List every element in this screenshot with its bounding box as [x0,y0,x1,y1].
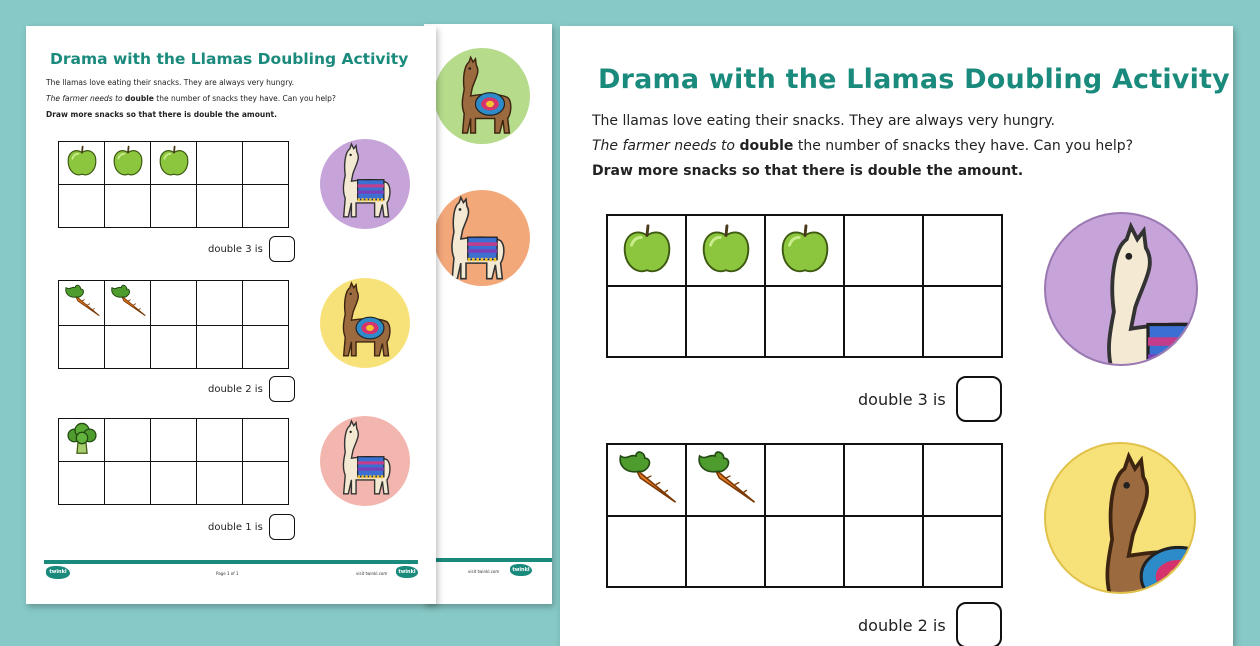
twinkl-logo-icon: twinkl [510,564,532,576]
frame-cell-empty[interactable] [923,215,1002,286]
frame-cell-empty[interactable] [686,516,765,587]
llama-icon [320,278,410,368]
frame-cell-empty[interactable] [151,281,197,326]
frame-cell-empty[interactable] [923,444,1002,516]
frame-cell-empty[interactable] [923,516,1002,587]
llama-icon [320,416,410,506]
purple-llama-circle [1044,212,1198,366]
frame-cell-empty[interactable] [197,462,243,505]
frame-cell-empty[interactable] [243,462,289,505]
apple-icon [110,143,146,179]
frame-cell-empty[interactable] [844,516,923,587]
llama-icon [1046,214,1196,364]
apple-icon [697,220,755,278]
frame-cell-filled [105,281,151,326]
intro-text: The llamas love eating their snacks. They are always very hungry. [46,78,295,87]
instruction-text: Draw more snacks so that there is double the amount. [592,163,1024,179]
intro-text: The llamas love eating their snacks. They are always very hungry. [592,113,1055,129]
answer-row-1 [208,236,295,262]
answer-label: double 3 is [208,243,263,255]
back-green-llama-circle [434,48,530,144]
instruction-text: Draw more snacks so that there is double the amount. [46,110,277,119]
frame-cell-empty[interactable] [197,185,243,228]
frame-cell-filled [59,281,105,326]
frame-cell-empty[interactable] [686,286,765,357]
apple-icon [156,143,192,179]
twinkl-logo-icon: twinkl [46,566,70,579]
answer-row-2 [858,602,1002,646]
answer-label: double 2 is [858,615,946,635]
llama-icon [434,190,530,286]
answer-row-1 [858,376,1002,422]
frame-cell-empty[interactable] [243,185,289,228]
frame-cell-empty[interactable] [765,516,844,587]
back-worksheet-page [424,24,552,604]
ten-frame-apples [58,141,289,228]
farmer-text: The farmer needs to double the number of snacks they have. Can you help? [592,138,1134,154]
frame-cell-empty[interactable] [844,286,923,357]
frame-cell-empty[interactable] [59,462,105,505]
ten-frame-apples [606,214,1003,358]
carrot-icon [62,281,102,321]
purple-llama-circle [320,139,410,229]
frame-cell-filled [59,419,105,462]
frame-cell-filled [686,215,765,286]
frame-cell-filled [686,444,765,516]
answer-label: double 3 is [858,389,946,409]
answer-box[interactable] [269,514,295,540]
ten-frame-broccoli [58,418,289,505]
frame-cell-empty[interactable] [243,281,289,326]
worksheet-page-large [560,26,1233,646]
frame-cell-filled [607,215,686,286]
frame-cell-empty[interactable] [765,444,844,516]
frame-cell-empty[interactable] [844,444,923,516]
answer-box[interactable] [269,376,295,402]
frame-cell-empty[interactable] [105,185,151,228]
answer-box[interactable] [269,236,295,262]
frame-cell-filled [151,142,197,185]
carrot-icon [108,281,148,321]
frame-cell-empty[interactable] [243,142,289,185]
page-title: Drama with the Llamas Doubling Activity [598,64,1230,95]
llama-icon [320,139,410,229]
twinkl-logo-icon: twinkl [396,566,418,578]
footer-page-number: Page 1 of 1 [216,571,239,576]
frame-cell-empty[interactable] [923,286,1002,357]
frame-cell-empty[interactable] [197,142,243,185]
back-footer-bar [424,558,552,562]
frame-cell-empty[interactable] [59,326,105,369]
frame-cell-empty[interactable] [105,419,151,462]
frame-cell-empty[interactable] [59,185,105,228]
frame-cell-empty[interactable] [243,419,289,462]
answer-box[interactable] [956,376,1002,422]
answer-label: double 1 is [208,521,263,533]
frame-cell-empty[interactable] [197,326,243,369]
back-footer-site: visit twinkl.com [468,569,500,574]
frame-cell-empty[interactable] [197,281,243,326]
llama-icon [434,48,530,144]
carrot-icon [614,445,680,511]
answer-box[interactable] [956,602,1002,646]
apple-icon [776,220,834,278]
answer-row-2 [208,376,295,402]
ten-frame-carrots [606,443,1003,588]
back-orange-llama-circle [434,190,530,286]
frame-cell-empty[interactable] [197,419,243,462]
frame-cell-filled [607,444,686,516]
answer-label: double 2 is [208,383,263,395]
worksheet-page-small [26,26,436,604]
frame-cell-filled [59,142,105,185]
farmer-text: The farmer needs to double the number of snacks they have. Can you help? [46,94,336,103]
yellow-llama-circle [320,278,410,368]
frame-cell-empty[interactable] [105,326,151,369]
frame-cell-empty[interactable] [607,516,686,587]
yellow-llama-circle [1044,442,1196,594]
frame-cell-empty[interactable] [151,462,197,505]
frame-cell-filled [105,142,151,185]
frame-cell-empty[interactable] [105,462,151,505]
frame-cell-empty[interactable] [151,185,197,228]
frame-cell-filled [765,215,844,286]
page-title: Drama with the Llamas Doubling Activity [50,50,409,68]
apple-icon [64,143,100,179]
footer-site: visit twinkl.com [356,571,388,576]
frame-cell-empty[interactable] [607,286,686,357]
frame-cell-empty[interactable] [151,419,197,462]
frame-cell-empty[interactable] [844,215,923,286]
footer-bar [44,560,418,564]
ten-frame-carrots [58,280,289,369]
llama-icon [1046,444,1194,592]
frame-cell-empty[interactable] [151,326,197,369]
pink-llama-circle [320,416,410,506]
broccoli-icon [63,419,101,457]
answer-row-3 [208,514,295,540]
frame-cell-empty[interactable] [243,326,289,369]
frame-cell-empty[interactable] [765,286,844,357]
apple-icon [618,220,676,278]
carrot-icon [693,445,759,511]
